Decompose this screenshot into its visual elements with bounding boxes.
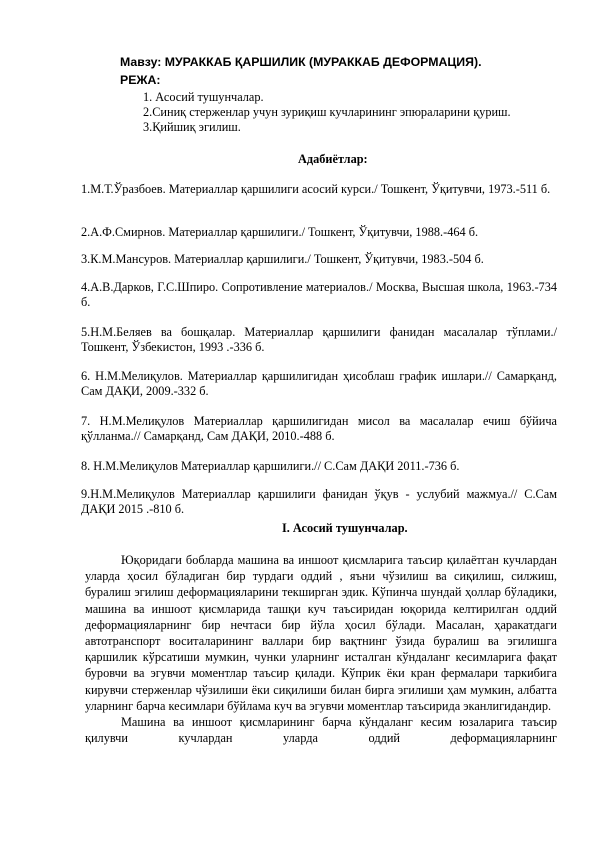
reference-item: 3.К.М.Мансуров. Материаллар қаршилиги./ Тошкент, Ўқитувчи, 1983.-504 б. [81, 252, 484, 266]
reference-item: 4.А.В.Дарков, Г.С.Шпиро. Сопротивление материалов./ Москва, Высшая школа, 1963.-734 б. [81, 280, 557, 309]
plan-label: РЕЖА: [120, 73, 161, 87]
plan-item: 2.Синиқ стерженлар учун зуриқиш кучларининг эпюраларини қуриш. [143, 105, 511, 119]
literature-title: Адабиётлар: [298, 152, 368, 166]
paragraph: Машина ва иншоот қисмларининг барча кўндаланг кесим юзаларига таъсир қилувчи кучлардан уларда оддий деформацияларнинг [85, 715, 557, 746]
plan-list [143, 90, 558, 135]
topic-heading: Мавзу: МУРАККАБ ҚАРШИЛИК (МУРАККАБ ДЕФОРМАЦИЯ). [120, 55, 482, 69]
reference-item: 2.А.Ф.Смирнов. Материаллар қаршилиги./ Тошкент, Ўқитувчи, 1988.-464 б. [81, 225, 479, 239]
reference-item: 8. Н.М.Мелиқулов Материаллар қаршилиги.// С.Сам ДАҚИ 2011.-736 б. [81, 459, 460, 473]
section-title: I. Асосий тушунчалар. [282, 521, 408, 535]
reference-item: 6. Н.М.Мелиқулов. Материаллар қаршилигидан ҳисоблаш график ишлари.// Самарқанд, Сам ДАҚИ, 2009.-332 б. [81, 369, 557, 398]
paragraph: Юқоридаги бобларда машина ва иншоот қисмларига таъсир қилаётган кучлардан уларда ҳосил бўладиган бир турдаги оддий , яъни чўзилиш ва сиқилиш, силжиш, буралиш эгилиш деформацияларини текширган эдик. Кўпинча шундай ҳоллар бўладики, машина ва иншоот қисмларида ташқи куч таъсиридан юқорида келтирилган оддий деформацияларнинг бир нечтаси бир йўла ҳосил бўлади. Масалан, ҳаракатдаги автотранспорт воситаларининг валлари бир вақтнинг ўзида буралиш ва эгилишга қаршилик кўрсатиши мумкин, чунки уларнинг исталган кўндаланг кесимларига фақат буровчи ва эгувчи моментлар таъсир қилади. Кўприк ёки кран фермалари таркибига кирувчи стерженлар чўзилиши ёки сиқилиши билан бирга эгилиши ҳам мумкин, албатта уларнинг барча кесимлари бўйлама куч ва эгувчи моментлар таъсирида эканлигидандир. [85, 553, 557, 713]
plan-item: 3.Қийшиқ эгилиш. [143, 120, 241, 134]
reference-item: 7. Н.М.Мелиқулов Материаллар қаршилигидан мисол ва масалалар ечиш бўйича қўлланма.// Самарқанд, Сам ДАҚИ, 2010.-488 б. [81, 414, 557, 443]
reference-item: 9.Н.М.Мелиқулов Материаллар қаршилиги фанидан ўқув - услубий мажмуа.// С.Сам ДАҚИ 2015 .-810 б. [81, 487, 557, 516]
reference-item: 1.М.Т.Ўразбоев. Материаллар қаршилиги асосий курси./ Тошкент, Ўқитувчи, 1973.-511 б. [81, 182, 551, 196]
reference-item: 5.Н.М.Беляев ва бошқалар. Материаллар қаршилиги фанидан масалалар тўплами./ Тошкент, Ўзбекистон, 1993 .-336 б. [81, 325, 557, 354]
body-text [85, 552, 557, 746]
plan-item: 1. Асосий тушунчалар. [143, 90, 264, 104]
